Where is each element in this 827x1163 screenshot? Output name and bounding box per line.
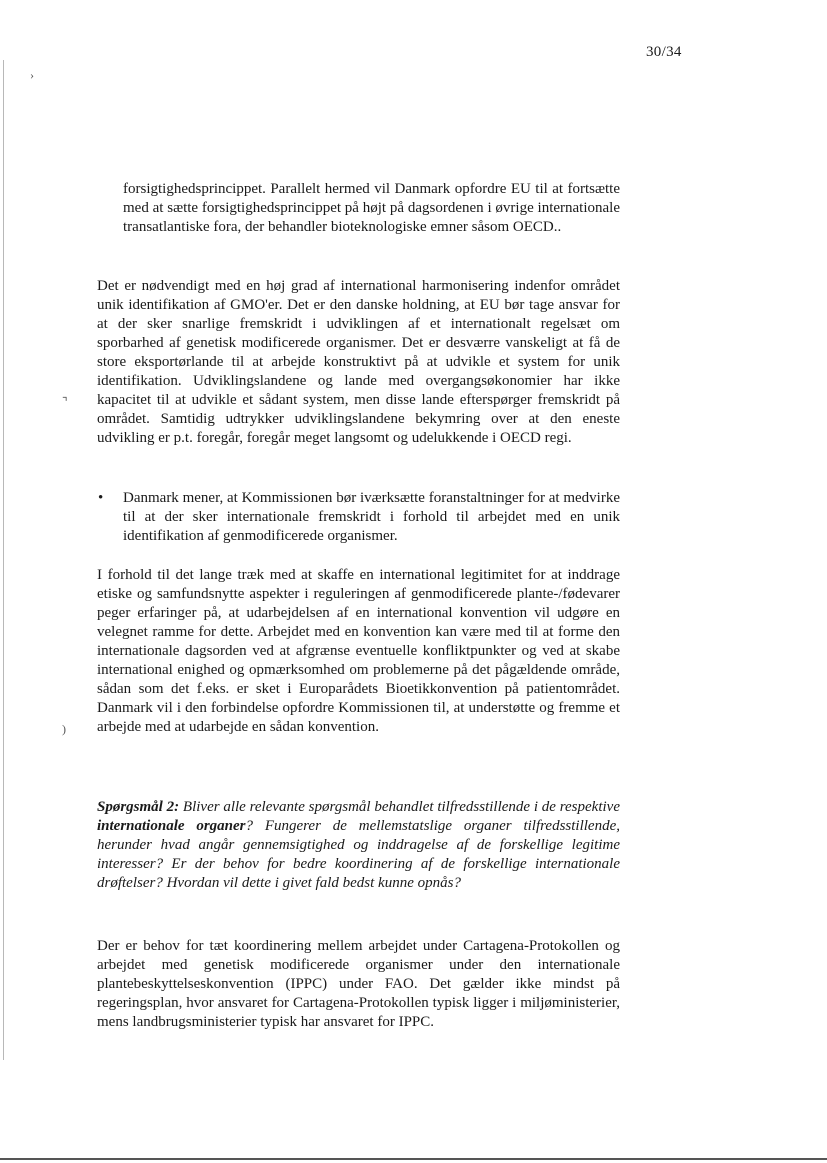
scan-left-edge [3, 60, 4, 1060]
scan-mark: ⌝ [62, 395, 68, 409]
scan-bottom-line [0, 1158, 827, 1160]
scan-mark: ) [62, 722, 66, 736]
question-block [97, 798, 620, 893]
question-label: Spørgsmål 2: [97, 799, 180, 815]
paragraph-harmonisation: Det er nødvendigt med en høj grad af international harmonisering indenfor området unik identifikation af GMO'er. Det er den danske holdning, at EU bør tage ansvar for at der sker snarlige fremskridt i udviklingen af et internationalt regelsæt om sporbarhed af genetisk modificerede organismer. Det er desværre vanskeligt at få de store eksportørlande til at arbejde konstruktivt på at udvikle et system for unik identifikation. Udviklingslandene og lande med overgangsøkonomier har ikke kapacitet til at udvikle et sådant system, men disse lande efterspørger fremskridt på området. Samtidig udtrykker udviklingslandene bekymring over at den eneste udvikling er p.t. foregår, foregår meget langsomt og udelukkende i OECD regi. [97, 278, 620, 446]
question-text: ? Fungerer de mellemstatslige organer tilfredsstillende, herunder hvad angår gennemsigtighed og inddragelse af de forskellige legitime interesser? Er der behov for bedre koordinering af de forskellige internationale drøftelser? Hvordan vil dette i givet fald bedst kunne opnås? [97, 818, 620, 891]
page-number: 30/34 [646, 44, 682, 60]
bullet-item [98, 489, 620, 546]
bullet-text: Danmark mener, at Kommissionen bør iværksætte foranstaltninger for at medvirke til at der sker internationale fremskridt i forhold til arbejdet med en unik identifikation af genmodificerede organismer. [123, 490, 620, 544]
paragraph-coordination: Der er behov for tæt koordinering mellem arbejdet under Cartagena-Protokollen og arbejdet med genetisk modificerede organismer under den internationale plantebeskyttelseskonvention (IPPC) under FAO. Det gælder ikke mindst på regeringsplan, hvor ansvaret for Cartagena-Protokollen typisk ligger i miljøministerier, mens landbrugsministerier typisk har ansvaret for IPPC. [97, 938, 620, 1030]
question-text: Bliver alle relevante spørgsmål behandlet tilfredsstillende i de respektive [179, 799, 620, 815]
scan-mark: › [30, 68, 34, 82]
paragraph-continuation: forsigtighedsprincippet. Parallelt hermed vil Danmark opfordre EU til at fortsætte med at sætte forsigtighedsprincippet på højt på dagsordenen i øvrige internationale transatlantiske fora, der behandler bioteknologiske emner såsom OECD.. [123, 181, 620, 235]
paragraph-convention: I forhold til det lange træk med at skaffe en international legitimitet for at inddrage etiske og samfundsnytte aspekter i reguleringen af genmodificerede plante-/fødevarer peger erfaringer på, at udarbejdelsen af en international konvention vil udgøre en velegnet ramme for dette. Arbejdet med en konvention kan være med til at forme den internationale dagsorden ved at afgrænse eventuelle konfliktpunkter og ved at skabe international enighed og opmærksomhed om problemerne på det pågældende område, sådan som det f.eks. er sket i Europarådets Bioetikkonvention på patientområdet. Danmark vil i den forbindelse opfordre Kommissionen til, at understøtte og fremme et arbejde med at udarbejde en sådan konvention. [97, 567, 620, 735]
question-emphasis: internationale organer [97, 818, 246, 834]
bullet-dot: • [98, 490, 104, 506]
